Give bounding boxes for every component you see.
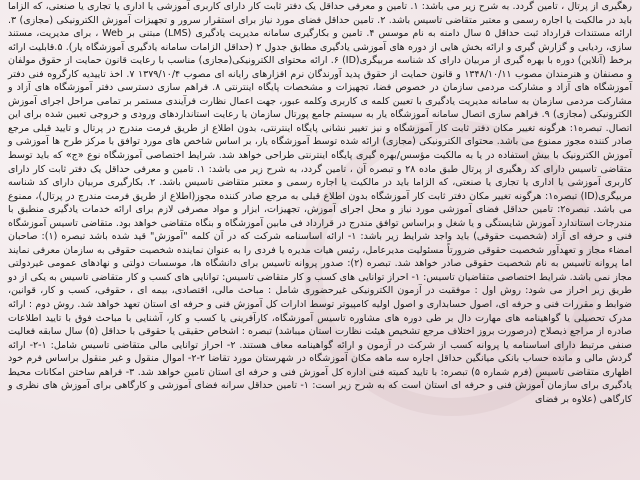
document-body-text: رهگیری از پرتال ، تامین گردد. به شرح زیر می باشد: ۱. تامین و معرفی حداقل یک دفتر ثابت کار دارای کاربری آموزشی یا اداری یا تجاری یا صنعتی، که الزاما باید در مالکیت یا اجاره رسمی و معتبر متقاضی تاسیس باشد. ۲. تامین حداقل فضای مورد نیاز برای استقرار سرور و تجهیزات آموزش الکترونیکی (مجازی) ۳. ارائه مستندات قرارداد ثبت حداقل ۵ سال دامنه به نام موسس ۴. تامین و بکارگیری سامانه مدیریت یادگیری (LMS) مبتنی بر Web ، برای مدیریت، مستند سازی، ردیابی و گزارش گیری و ارائه بخش هایی از دوره های آموزشی یادگیری مطابق جدول ۲ (حداقل الزامات سامانه یادگیری آموزشگاه یار). ۵.قابلیت ارائه برخط (آنلاین) دوره با بهره گیری از مربیان دارای کد شناسه مربیگری(ID) ۶. ارائه محتوای الکترونیکی(مجازی) مناسب با رعایت قانون حمایت از حقوق مولفان و مصنفان و هنرمندان مصوب ۱۳۴۸/۱۰/۱۱ و قانون حمایت از حقوق پدید آورندگان نرم افزارهای رایانه ای مصوب ۱۳۷۹/۱۰/۴ ۷. اخذ تاییدیه کارگروه فنی دفتر آموزشگاه های آزاد و مشارکت مردمی سازمان در خصوص فضا، تجهیزات و مشخصات پایگاه اینترنتی ۸. فراهم سازی دسترسی دفتر آموزشگاه های آزاد و مشارکت مردمی سازمان به سامانه مدیریت یادگیری با تعیین کلمه ی کاربری وکلمه عبور، جهت اعمال نظارت فرآیندی مستمر بر تمامی مراحل اجرای آموزش الکترونیکی (مجازی) ۹. فراهم سازی اتصال سامانه آموزشگاه یار به سیستم جامع پورتال سازمان یا رعایت استانداردهای ورودی و خروجی تعیین شده برای این اتصال. تبصره۱: هرگونه تغییر مکان دفتر ثابت کار آموزشگاه و نیز تغییر نشانی پایگاه اینترنتی، بدون اطلاع از طریق فرمت مندرج در پرتال و تایید قبلی مرجع صادر کننده مجوز ممنوع می باشد. محتوای الکترونیکی (مجازی) ارائه شده توسط آموزشگاه یار، بر اساس شاخص های مورد توافق با مرکز طرح ها آموزشی و آموزش الکترونیک با بیش استفاده در یا به مالکیت مؤسس/بهره گیری پایگاه اینترنتی طراحی خواهد شد. شرایط اختصاصی آموزشگاه نوع «ج» که باید توسط متقاضی تاسیس دارای کد رهگیری از پرتال طبق ماده ۲۸ و تبصره آن ، تامین گردد، به شرح زیر می باشد: ۱. تامین و معرفی حداقل یک دفتر ثابت کار دارای کاربری آموزشی یا اداری یا تجاری یا صنعتی، که الزاما باید در مالکیت یا اجاره رسمی و معتبر متقاضی تاسیس باشد. ۲. بکارگیری مربیان دارای کد شناسه مربیگری(ID) تبصره۱: هرگونه تغییر مکان دفتر ثابت کار آموزشگاه بدون اطلاع قبلی به مرجع صادر کننده مجوز(اطلاع از طریق فرمت مندرج در پرتال)، ممنوع می باشد. تبصره۲: تامین حداقل فضای آموزشی مورد نیاز و محل اجرای آموزش، تجهیزات، ابزار و مواد مصرفی لازم برای ارائه خدمات یادگیری منطبق با مندرجات استاندارد آموزش شایستگی و یا شغل و براساس توافق مندرج در قرارداد فی مابین آموزشگاه و بنگاه متقاضی خواهد بود. متقاضی تاسیس آموزشگاه فنی و حرفه ای آزاد (شخصیت حقوقی) باید واجد شرایط زیر باشد: ۱- ارائه اساسنامه شرکت که در آن کلمه "آموزش" قید شده باشد تبصره (۱): صاحبان امضاء مجاز و تعهدآور شخصیت حقوقی ضرورتاً مسئولیت مدیرعامل، رئیس هیات مدیره یا فردی را به عنوان نماینده شخصیت حقوقی به سازمان معرفی نمایند اما پروانه تاسیس به نام شخصیت حقوقی صادر خواهد شد. تبصره (۲): صدور پروانه تاسیس برای دانشگاه ها، موسسات دولتی و نهادهای عمومی غیردولتی مجاز نمی باشد. شرایط اختصاصی متقاضیان تاسیس: ۱- احراز توانایی های کسب و کار متقاضی تاسیس: توانایی های کسب و کار متقاضی تاسیس به یکی از دو طریق زیر احراز می شود: روش اول : موفقیت در آزمون الکترونیکی غیرحضوری شامل : مباحث مالی، اقتصادی، بیمه ای ، حقوقی، کسب و کار، قوانین، ضوابط و مقررات فنی و حرفه ای، اصول حسابداری و اصول اولیه کامپیوتر توسط ادارات کل آموزش فنی و حرفه ای استان تعهد خواهد شد. روش دوم : ارائه مدرک تحصیلی یا گواهینامه های مهارت دال بر طی دوره های مشاوره تاسیس آموزشگاه، کارآفرینی یا کسب و کار، آشنایی با مباحث فوق با تایید اطلاعات صادره از مراجع ذیصلاح (درصورت بروز اختلاف مرجع تشخیص هیئت نظارت استان میباشد) تبصره : اشخاص حقیقی یا حقوقی با حداقل (۵) سال سابقه فعالیت صنفی مرتبط دارای اساسنامه یا پروانه کسب از شرکت در آزمون و ارائه گواهینامه معاف هستند. ۲- احراز توانایی مالی متقاضی تاسیس شامل: ۱-۲- ارائه گردش مالی و مانده حساب بانکی میانگین حداقل اجاره سه ماهه مکان آموزشگاه در شهرستان مورد تقاضا ۲-۲- اموال منقول و غیر منقول براساس فرم خود اظهاری متقاضی تاسیس (فرم شماره ۵) تبصره: با تایید کمیته فنی اداره کل آموزش فنی و حرفه ای استان تامین خواهد شد. ۳- فراهم ساختن امکانات محیط یادگیری برای سازمان آموزش فنی و حرفه ای استان است که به شرح زیر است: ۱- تامین حداقل سرانه فضای آموزشی و کارگاهی برای آموزش های نظری و کارگاهی (علاوه بر فضای	[8, 1, 633, 405]
